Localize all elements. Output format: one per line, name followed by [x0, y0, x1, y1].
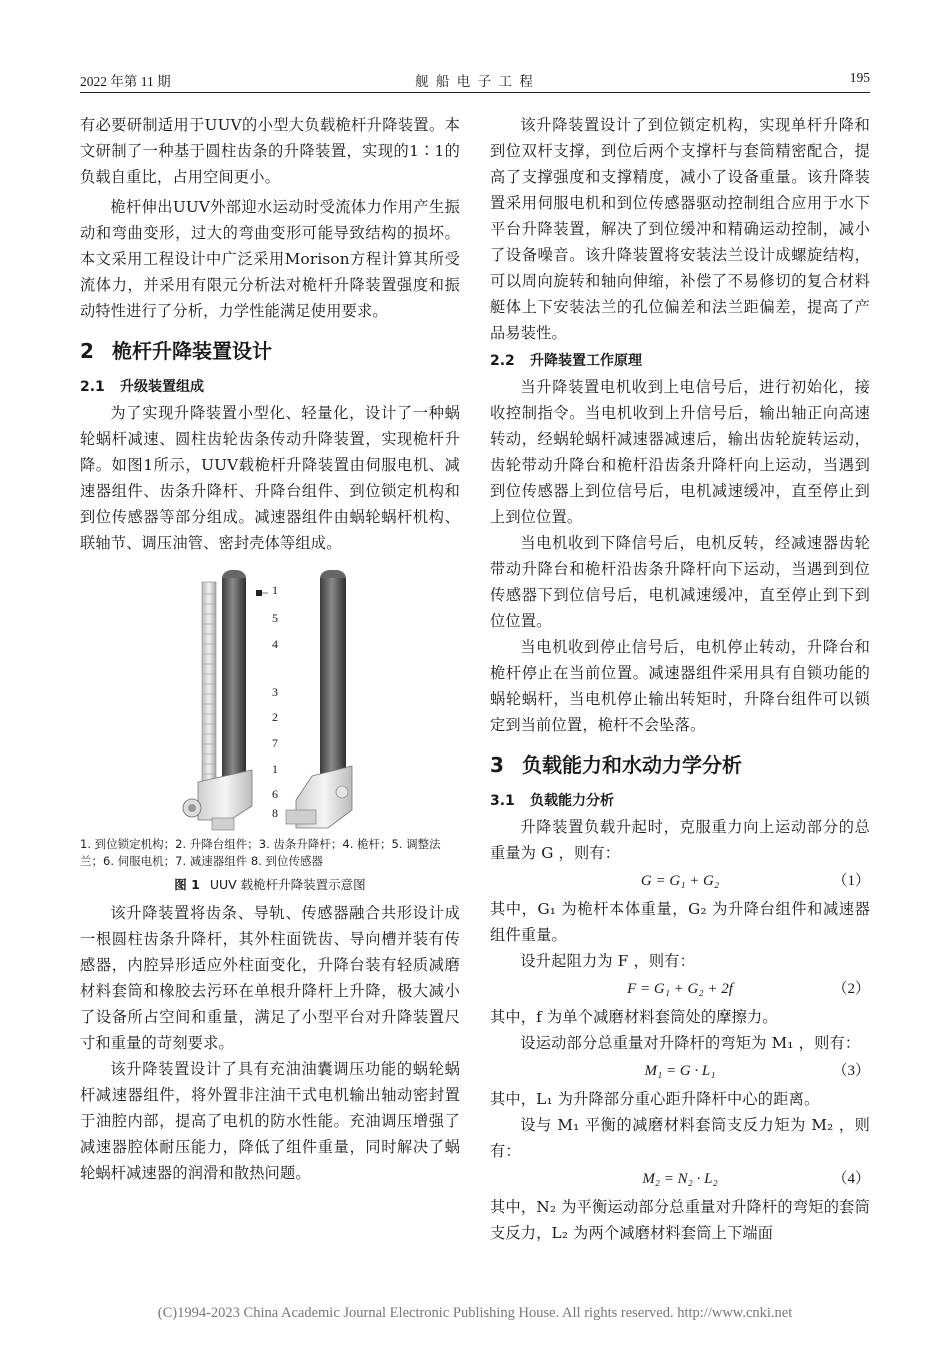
equation-expression: M₁ = G · L₁ [644, 1063, 716, 1079]
section-number: 3 [490, 753, 504, 777]
section-title: 负载能力和水动力学分析 [522, 753, 742, 777]
paragraph: 该升降装置设计了到位锁定机构，实现单杆升降和到位双杆支撑，到位后两个支撑杆与套筒精密配合，提高了支撑强度和支撑精度，减小了设备重量。该升降装置采用伺服电机和到位传感器驱动控制组合应用于水下平台升降装置，解决了到位缓冲和精确运动控制，减小了设备噪音。该升降装置将安装法兰设计成螺旋结构，可以周向旋转和轴向伸缩，补偿了不易修切的复合材料艇体上下安装法兰的孔位偏差和法兰距偏差，提高了产品易装性。 [490, 116, 870, 342]
paragraph: 当电机收到停止信号后，电机停止转动，升降台和桅杆停止在当前位置。减速器组件采用具有自锁功能的蜗轮蜗杆，当电机停止输出转矩时，升降台组件可以锁定到当前位置，桅杆不会坠落。 [490, 638, 870, 734]
left-column [80, 112, 460, 1186]
subsection-heading [490, 788, 870, 814]
paragraph: 设与 M₁ 平衡的减磨材料套筒支反力矩为 M₂ ，则有： [490, 1116, 870, 1160]
subsection-number: 2.1 [80, 379, 105, 395]
reducer-base [212, 818, 234, 830]
paragraph: 为了实现升降装置小型化、轻量化，设计了一种蜗轮蜗杆减速、圆柱齿轮齿条传动升降装置，实现桅杆升降。如图1所示，UUV载桅杆升降装置由伺服电机、减速器组件、齿条升降杆、升降台组件、到位锁定机构和到位传感器等部分组成。减速器组件由蜗轮蜗杆机构、联轴节、调压油管、密封壳体等组成。 [80, 404, 460, 552]
equation-expression: F = G₁ + G₂ + 2f [627, 981, 733, 997]
figure-label: 8 [272, 806, 278, 820]
figure-1 [80, 570, 460, 832]
mast-lift-diagram [80, 570, 460, 832]
equation-3 [490, 1056, 870, 1086]
figure-label: 1 [272, 762, 278, 776]
subsection-heading [490, 348, 870, 374]
paragraph: 其中，N₂ 为平衡运动部分总重量对升降杆的弯矩的套筒支反力，L₂ 为两个减磨材料套筒上下端面 [490, 1198, 870, 1242]
figure-label: 4 [272, 637, 278, 651]
section-heading [80, 334, 460, 368]
reducer-2 [286, 810, 316, 824]
equation-2 [490, 974, 870, 1004]
paragraph: 当电机收到下降信号后，电机反转，经减速器齿轮带动升降台和桅杆沿齿条升降杆向下运动，当遇到到位传感器下到位信号后，电机减速缓冲，直至停止到下到位位置。 [490, 534, 870, 630]
paragraph: 设升起阻力为 F ，则有： [520, 952, 696, 970]
page-number: 195 [849, 70, 870, 85]
subsection-heading [80, 374, 460, 400]
figure-legend: 1. 到位锁定机构；2. 升降台组件；3. 齿条升降杆；4. 桅杆；5. 调整法兰；6. 伺服电机；7. 减速器组件 8. 到位传感器 [80, 837, 441, 868]
paragraph: 有必要研制适用于UUV的小型大负载桅杆升降装置。本文研制了一种基于圆柱齿条的升降装置，实现的1∶1的负载自重比，占用空间更小。 [80, 116, 460, 186]
journal-title: 舰 船 电 子 工 程 [415, 74, 535, 89]
paragraph: 设运动部分总重量对升降杆的弯矩为 M₁ ，则有： [520, 1034, 861, 1052]
equation-number: （4） [832, 1171, 870, 1187]
equation-number: （1） [832, 873, 870, 889]
equation-number: （2） [832, 981, 870, 997]
header-rule [80, 92, 870, 93]
paragraph: 该升降装置将齿条、导轨、传感器融合共形设计成一根圆柱齿条升降杆，其外柱面铣齿、导向槽并装有传感器，内腔异形适应外柱面变化，升降台装有轻质减磨材料套筒和橡胶去污环在单根升降杆上升降，极大减小了设备所占空间和重量，满足了小型平台对升降装置尺寸和重量的苛刻要求。 [80, 904, 460, 1052]
figure-label: 5 [272, 611, 278, 625]
paragraph: 其中，G₁ 为桅杆本体重量，G₂ 为升降台组件和减速器组件重量。 [490, 900, 870, 944]
equation-4 [490, 1164, 870, 1194]
section-number: 2 [80, 339, 94, 363]
figure-label: 6 [272, 787, 278, 801]
mast-2 [320, 578, 346, 790]
figure-caption-text: UUV 载桅杆升降装置示意图 [209, 877, 366, 892]
subsection-title: 升降装置工作原理 [530, 353, 642, 369]
subsection-number: 2.2 [490, 353, 515, 369]
subsection-title: 升级装置组成 [120, 379, 204, 395]
equation-number: （3） [832, 1063, 870, 1079]
figure-label: 2 [272, 710, 278, 724]
paragraph: 其中，f 为单个减磨材料套筒处的摩擦力。 [490, 1008, 778, 1026]
paragraph: 当升降装置电机收到上电信号后，进行初始化，接收控制指令。当电机收到上升信号后，输出轴正向高速转动，经蜗轮蜗杆减速器减速后，输出齿轮旋转运动，齿轮带动升降台和桅杆沿齿条升降杆向上运动，当遇到到位传感器上到位信号后，电机减速缓冲，直至停止到上到位位置。 [490, 378, 870, 526]
subsection-number: 3.1 [490, 793, 515, 809]
mast [222, 578, 246, 790]
paragraph: 该升降装置设计了具有充油油囊调压功能的蜗轮蜗杆减速器组件，将外置非注油干式电机输出轴动密封置于油腔内部，提高了电机的防水性能。充油调压增强了减速器腔体耐压能力，降低了组件重量，同时解决了蜗轮蜗杆减速器的润滑和散热问题。 [80, 1060, 460, 1182]
issue-label: 2022 年第 11 期 [80, 74, 171, 89]
figure-label: 7 [272, 736, 278, 750]
equation-1 [490, 866, 870, 896]
copyright-footer: (C)1994-2023 China Academic Journal Electronic Publishing House. All rights reserved. http://www.cnki.net [157, 1305, 793, 1321]
figure-label: 1 [272, 583, 278, 597]
paragraph: 其中，L₁ 为升降部分重心距升降杆中心的距离。 [490, 1090, 820, 1108]
paragraph: 桅杆伸出UUV外部迎水运动时受流体力作用产生振动和弯曲变形，过大的弯曲变形可能导致结构的损坏。本文采用工程设计中广泛采用Morison方程计算其所受流体力，并采用有限元分析法对桅杆升降装置强度和振动特性进行了分析，力学性能满足使用要求。 [80, 198, 460, 320]
paragraph: 升降装置负载升起时，克服重力向上运动部分的总重量为 G ，则有： [490, 818, 870, 862]
figure-label: 3 [272, 685, 278, 699]
figure-caption-number: 图 1 [174, 877, 200, 892]
subsection-title: 负载能力分析 [530, 793, 614, 809]
section-heading [490, 748, 870, 782]
section-title: 桅杆升降装置设计 [112, 339, 272, 363]
right-column [490, 112, 870, 1246]
equation-expression: M₂ = N₂ · L₂ [642, 1171, 718, 1187]
equation-expression: G = G₁ + G₂ [640, 873, 720, 889]
sensor-marker [256, 590, 262, 596]
figure-caption [80, 874, 460, 896]
